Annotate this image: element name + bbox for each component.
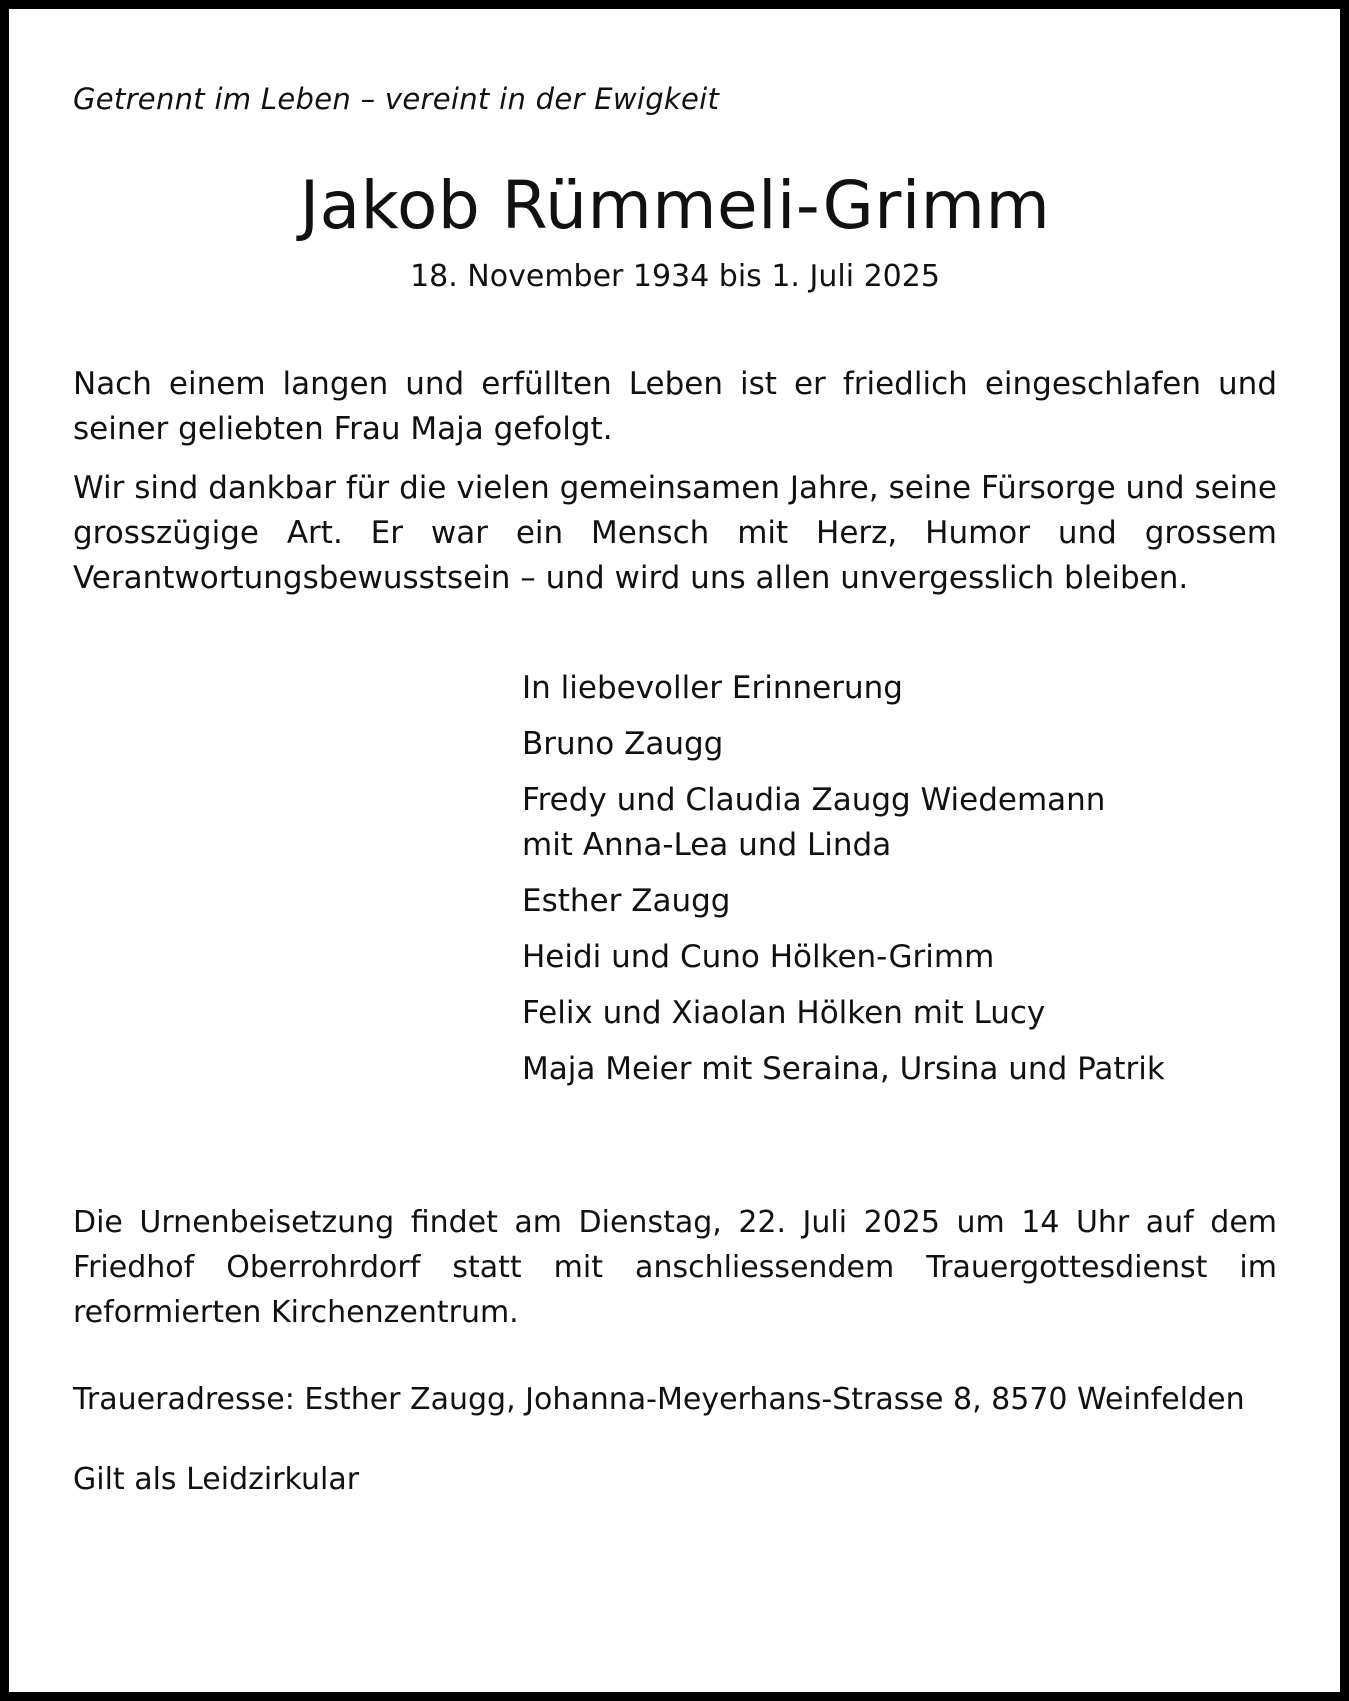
mourner-line: Esther Zaugg bbox=[522, 883, 731, 919]
mourner-line: mit Anna-Lea und Linda bbox=[522, 827, 892, 863]
mourner-line: Felix und Xiaolan Hölken mit Lucy bbox=[522, 995, 1046, 1031]
paragraph-1: Nach einem langen und erfüllten Leben ist er friedlich eingeschlafen und seiner geliebten Frau Maja gefolgt. bbox=[73, 366, 1277, 447]
mourner-line: Fredy und Claudia Zaugg Wiedemann bbox=[522, 782, 1106, 818]
mourner-line: Bruno Zaugg bbox=[522, 726, 724, 762]
mourner-line: Maja Meier mit Seraina, Ursina und Patrik bbox=[522, 1051, 1165, 1087]
mourners-intro: In liebevoller Erinnerung bbox=[522, 670, 903, 706]
mourner-line: Heidi und Cuno Hölken-Grimm bbox=[522, 939, 995, 975]
paragraph-2: Wir sind dankbar für die vielen gemeinsamen Jahre, seine Fürsorge und seine grosszügige Art. Er war ein Mensch mit Herz, Humor und grossem Verantwortungsbewusstsein – und wird uns allen unvergesslich bleiben. bbox=[73, 470, 1277, 596]
motto: Getrennt im Leben – vereint in der Ewigkeit bbox=[73, 82, 720, 116]
mourners-list bbox=[522, 666, 1277, 1092]
obituary-notice bbox=[73, 82, 1277, 1500]
deceased-name: Jakob Rümmeli-Grimm bbox=[299, 167, 1051, 244]
closing-note: Gilt als Leidzirkular bbox=[73, 1462, 360, 1497]
funeral-info: Die Urnenbeisetzung findet am Dienstag, 22. Juli 2025 um 14 Uhr auf dem Friedhof Oberrohrdorf statt mit anschliessendem Trauergottesdienst im reformierten Kirchenzentrum. bbox=[73, 1205, 1277, 1330]
mourning-address: Traueradresse: Esther Zaugg, Johanna-Meyerhans-Strasse 8, 8570 Weinfelden bbox=[73, 1382, 1245, 1417]
life-dates: 18. November 1934 bis 1. Juli 2025 bbox=[410, 259, 940, 294]
